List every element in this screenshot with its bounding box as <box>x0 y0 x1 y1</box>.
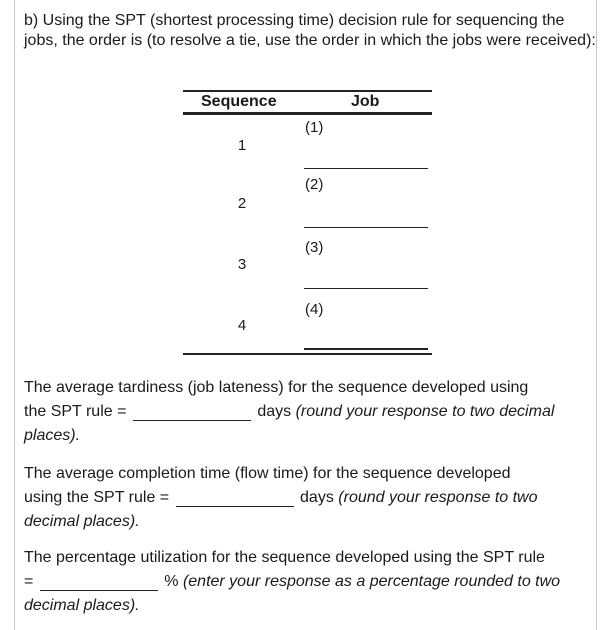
rounding-note: (enter your response as a percentage rounded to two <box>182 573 561 590</box>
job-answer-label: (2) <box>305 176 324 193</box>
sequence-column-header: Sequence <box>201 93 277 110</box>
job-answer-label: (3) <box>305 239 324 256</box>
job-answer-label: (1) <box>305 119 324 136</box>
left-border <box>14 0 15 630</box>
utilization-input[interactable] <box>40 574 158 591</box>
question-text: The average completion time (flow time) for the sequence developed <box>24 465 511 482</box>
question-text: The percentage utilization for the sequence developed using the SPT rule <box>24 549 545 566</box>
average-tardiness-input[interactable] <box>133 404 251 421</box>
job-answer-input[interactable] <box>304 288 428 289</box>
rounding-note-continued: places). <box>24 427 81 444</box>
rounding-note: (round your response to two <box>338 489 538 506</box>
job-answer-input[interactable] <box>304 348 428 350</box>
rounding-note: (round your response to two decimal <box>295 403 555 420</box>
table-top-rule <box>183 90 432 92</box>
question-intro: b) Using the SPT (shortest processing time) decision rule for sequencing the jobs, the order is (to resolve a tie, use the order in which the jobs were received): <box>24 12 596 49</box>
sequence-number: 1 <box>237 137 247 154</box>
answer-prefix: the SPT rule = <box>24 403 127 420</box>
question-answer-line <box>24 486 596 510</box>
rounding-note-continued: decimal places). <box>24 513 140 530</box>
average-completion-question <box>24 462 596 534</box>
job-answer-label: (4) <box>305 301 324 318</box>
question-text: The average tardiness (job lateness) for the sequence developed using <box>24 379 529 396</box>
question-answer-line <box>24 400 596 424</box>
table-bottom-rule <box>183 353 432 355</box>
answer-unit: days <box>257 403 292 420</box>
average-completion-input[interactable] <box>176 490 294 507</box>
job-answer-input[interactable] <box>304 168 428 169</box>
sequence-number: 2 <box>237 195 247 212</box>
right-border <box>596 0 597 630</box>
answer-prefix: using the SPT rule = <box>24 489 170 506</box>
answer-prefix: = <box>24 573 34 590</box>
average-tardiness-question <box>24 376 596 448</box>
sequence-number: 3 <box>237 256 247 273</box>
rounding-note-continued: decimal places). <box>24 597 140 614</box>
sequence-number: 4 <box>237 317 247 334</box>
answer-unit: % <box>164 573 179 590</box>
answer-unit: days <box>300 489 334 506</box>
table-header-rule <box>183 112 432 115</box>
job-column-header: Job <box>351 93 380 110</box>
utilization-question <box>24 546 596 618</box>
question-answer-line <box>24 570 596 594</box>
job-answer-input[interactable] <box>304 227 428 228</box>
